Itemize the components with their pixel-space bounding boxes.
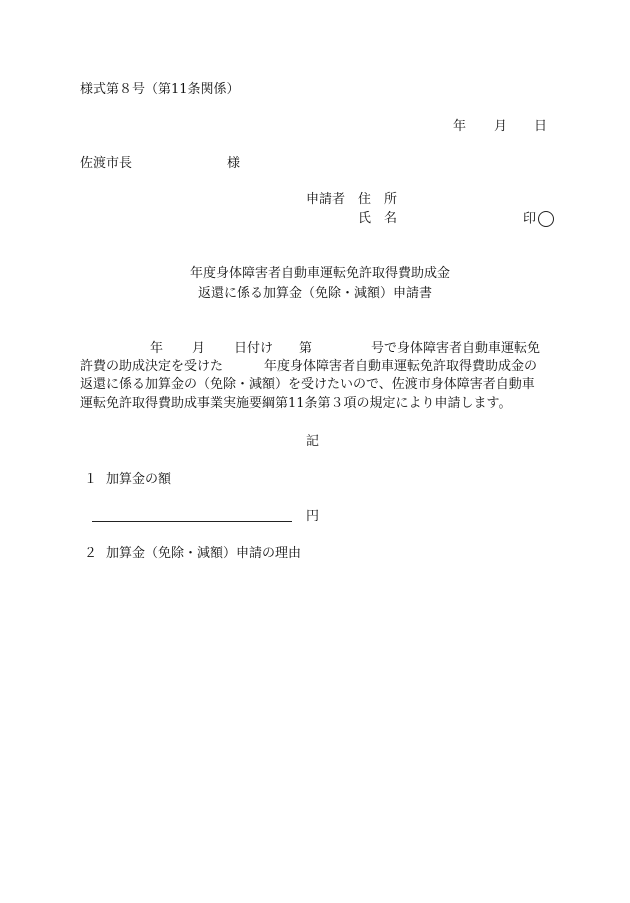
addressee-suffix: 様 — [227, 156, 241, 171]
title-line-1: 年度身体障害者自動車運転免許取得費助成金 — [190, 266, 451, 281]
item-1-label: 加算金の額 — [106, 472, 172, 487]
body-line3: 返還に係る加算金の（免除・減額）を受けたいので、佐渡市身体障害者自動車 — [80, 377, 535, 392]
seal-mark — [523, 211, 554, 228]
applicant-name-label: 氏 名 — [358, 211, 398, 226]
body-dai: 第 — [299, 341, 313, 356]
date-month-label: 月 — [494, 119, 508, 134]
body-day-suffix: 日付け — [234, 341, 274, 356]
amount-unit: 円 — [306, 509, 320, 524]
applicant-label: 申請者 — [306, 192, 346, 207]
body-line1-rest: 号で身体障害者自動車運転免 — [371, 341, 541, 356]
date-year-label: 年 — [453, 119, 467, 134]
seal-circle-icon — [538, 211, 554, 227]
form-number-header: 様式第８号（第11条関係） — [80, 82, 240, 97]
date-day-label: 日 — [534, 119, 548, 134]
title-line-2: 返還に係る加算金（免除・減額）申請書 — [198, 286, 433, 301]
ki-mark: 記 — [306, 434, 320, 449]
item-1-number: １ — [84, 472, 98, 487]
body-line2-b: 年度身体障害者自動車運転免許取得費助成金の — [264, 359, 538, 374]
item-2-label: 加算金（免除・減額）申請の理由 — [106, 546, 302, 561]
body-year: 年 — [150, 341, 164, 356]
addressee-name: 佐渡市長 — [80, 156, 133, 171]
item-2-number: ２ — [84, 546, 98, 561]
body-line2-a: 許費の助成決定を受けた — [80, 359, 224, 374]
body-line4: 運転免許取得費助成事業実施要綱第11条第３項の規定により申請します。 — [80, 396, 512, 411]
amount-blank-line — [92, 521, 292, 522]
seal-char: 印 — [523, 211, 537, 227]
applicant-address-label: 住 所 — [358, 192, 398, 207]
body-month: 月 — [192, 341, 206, 356]
